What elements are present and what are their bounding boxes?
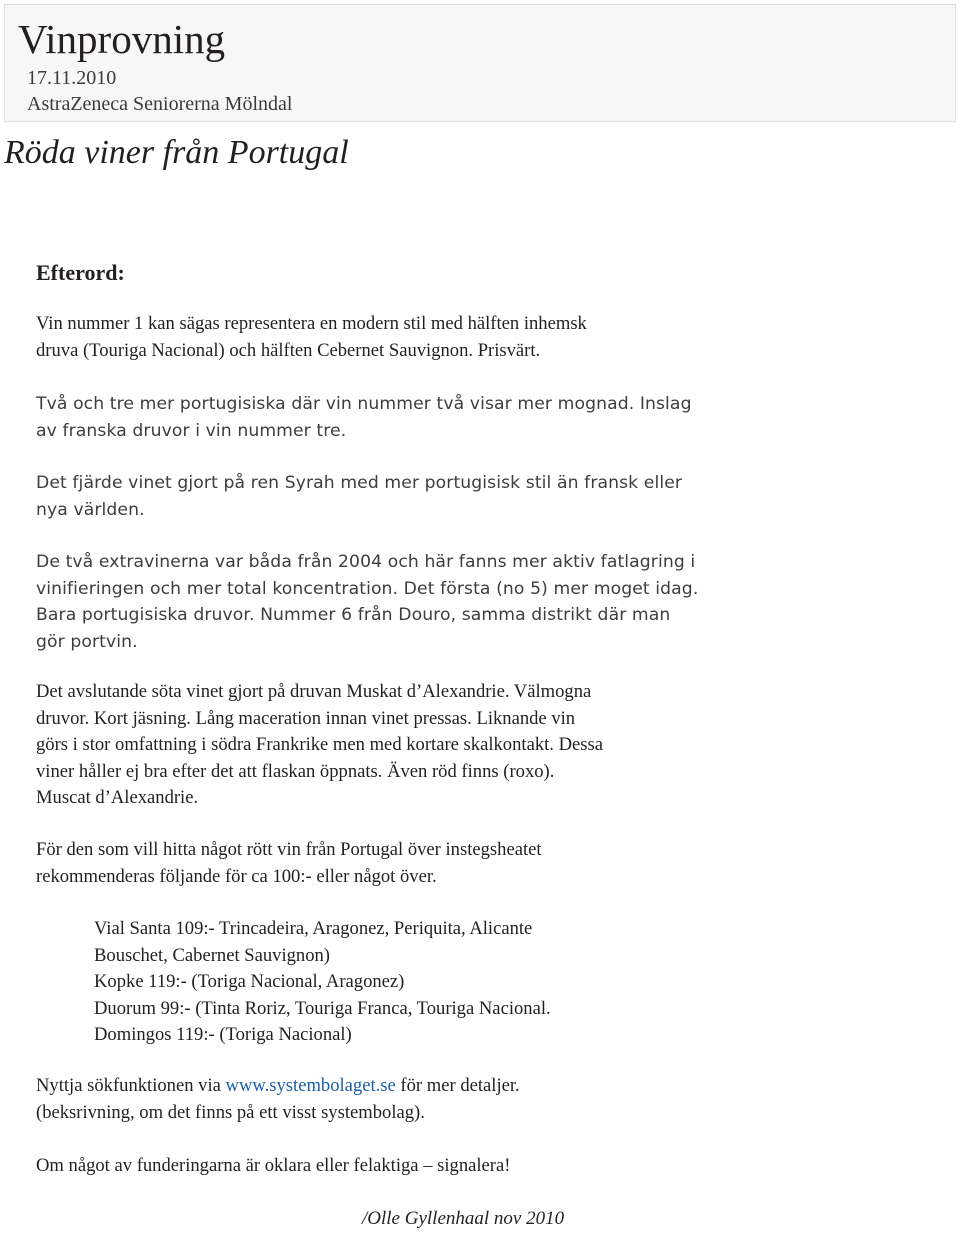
- paragraph-line: Vin nummer 1 kan sägas representera en modern stil med hälften inhemsk: [36, 313, 587, 334]
- list-item: Kopke 119:- (Toriga Nacional, Aragonez): [94, 971, 405, 992]
- paragraph-line: Det avslutande söta vinet gjort på druvan Muskat d’Alexandrie. Välmogna: [36, 681, 592, 702]
- paragraph-wine-1: [36, 311, 726, 364]
- paragraph-line: druva (Touriga Nacional) och hälften Cebernet Sauvignon. Prisvärt.: [36, 339, 541, 361]
- paragraph-line: viner håller ej bra efter det att flaskan öppnats. Även röd finns (roxo).: [36, 760, 555, 782]
- paragraph-wine-2-3: [36, 391, 726, 444]
- paragraph-line: Två och tre mer portugisiska där vin nummer två visar mer mognad. Inslag: [36, 394, 692, 414]
- paragraph-search-tip: Nyttja sökfunktionen via www.systembolaget.se för mer detaljer. (beksrivning, om det finns på ett visst systembolag).: [36, 1075, 520, 1123]
- paragraph-line: vinifieringen och mer total koncentration. Det första (no 5) mer moget idag.: [36, 578, 699, 599]
- document-title: Vinprovning: [18, 16, 226, 62]
- paragraph-line: För den som vill hitta något rött vin från Portugal över instegsheatet: [36, 839, 542, 860]
- signature: /Olle Gyllenhaal nov 2010: [362, 1208, 565, 1229]
- paragraph-line: rekommenderas följande för ca 100:- eller något över.: [36, 865, 437, 887]
- systembolaget-link[interactable]: www.systembolaget.se: [225, 1075, 396, 1096]
- paragraph-line: Bara portugisiska druvor. Nummer 6 från Douro, samma distrikt där man: [36, 605, 671, 625]
- paragraph-sweet-wine: [36, 679, 726, 812]
- paragraph-line: (beksrivning, om det finns på ett visst systembolag).: [36, 1101, 425, 1123]
- document-date: 17.11.2010: [27, 67, 117, 89]
- paragraph-closing: Om något av funderingarna är oklara eller felaktiga – signalera!: [36, 1155, 511, 1176]
- paragraph-line: av franska druvor i vin nummer tre.: [36, 420, 347, 441]
- paragraph-line: görs i stor omfattning i södra Frankrike men med kortare skalkontakt. Dessa: [36, 734, 603, 755]
- list-item: Duorum 99:- (Tinta Roriz, Touriga Franca, Touriga Nacional.: [94, 997, 551, 1019]
- paragraph-line: gör portvin.: [36, 631, 138, 652]
- paragraph-extra-wines: [36, 549, 726, 655]
- paragraph-wine-4: [36, 470, 726, 523]
- paragraph-line: Det fjärde vinet gjort på ren Syrah med mer portugisisk stil än fransk eller: [36, 473, 683, 493]
- paragraph-line: druvor. Kort jäsning. Lång maceration innan vinet pressas. Liknande vin: [36, 707, 576, 729]
- paragraph-line: De två extravinerna var båda från 2004 och här fanns mer aktiv fatlagring i: [36, 552, 696, 572]
- paragraph-line: nya världen.: [36, 499, 145, 520]
- section-heading: Efterord:: [36, 260, 125, 285]
- list-item: Vial Santa 109:- Trincadeira, Aragonez, Periquita, Alicante Bouschet, Cabernet Sauvignon): [94, 918, 533, 966]
- paragraph-recommendation-intro: [36, 837, 726, 890]
- document-header: [4, 4, 956, 122]
- document-subtitle: Röda viner från Portugal: [4, 134, 349, 171]
- paragraph-line: Muscat d’Alexandrie.: [36, 787, 199, 808]
- list-item: Domingos 119:- (Toriga Nacional): [94, 1024, 352, 1045]
- document-organization: AstraZeneca Seniorerna Mölndal: [27, 93, 293, 115]
- recommendation-list: [94, 916, 654, 1049]
